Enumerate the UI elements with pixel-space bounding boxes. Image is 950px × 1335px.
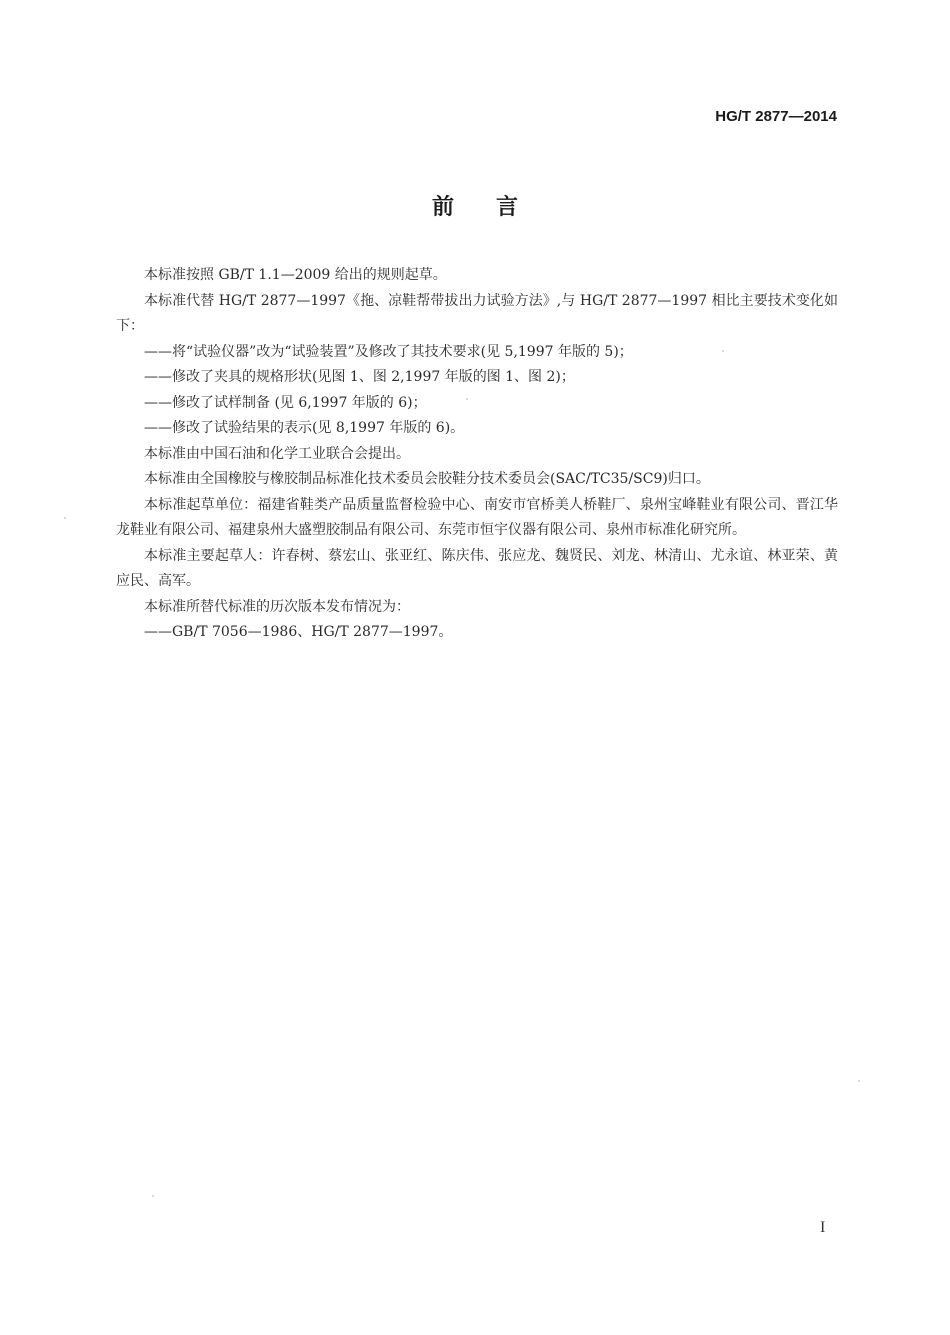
scan-speck xyxy=(152,1195,154,1197)
change-item: ——修改了夹具的规格形状(见图 1、图 2,1997 年版的图 1、图 2)； xyxy=(144,369,575,385)
change-item: ——将“试验仪器”改为“试验装置”及修改了其技术要求(见 5,1997 年版的 5)； xyxy=(144,343,633,360)
paragraph-proposed-by: 本标准由中国石油和化学工业联合会提出。 xyxy=(144,445,410,462)
change-item: ——修改了试验结果的表示(见 8,1997 年版的 6)。 xyxy=(144,420,465,436)
paragraph-drafting-rules: 本标准按照 GB/T 1.1—2009 给出的规则起草。 xyxy=(144,267,447,283)
foreword-body xyxy=(116,263,838,646)
scan-speck xyxy=(722,350,724,352)
paragraph-drafters: 本标准主要起草人：许春树、蔡宏山、张亚红、陈庆伟、张应龙、魏贤民、刘龙、林清山、尤永谊、林亚荣、黄应民、高军。 xyxy=(116,547,838,589)
scan-speck xyxy=(466,398,468,400)
paragraph-administered-by: 本标准由全国橡胶与橡胶制品标准化技术委员会胶鞋分技术委员会(SAC/TC35/SC9)归口。 xyxy=(144,471,710,487)
scan-speck xyxy=(858,1080,860,1082)
change-item: ——修改了试样制备 (见 6,1997 年版的 6)； xyxy=(144,394,427,411)
page-number: I xyxy=(820,1219,826,1236)
page-title: 前言 xyxy=(431,195,560,220)
paragraph-drafting-units: 本标准起草单位：福建省鞋类产品质量监督检验中心、南安市官桥美人桥鞋厂、泉州宝峰鞋业有限公司、晋江华龙鞋业有限公司、福建泉州大盛塑胶制品有限公司、东莞市恒宇仪器有限公司、泉州市标准化研究所。 xyxy=(116,496,838,538)
scan-speck xyxy=(64,517,66,519)
paragraph-replaces-standard: 本标准代替 HG/T 2877—1997《拖、凉鞋帮带拔出力试验方法》,与 HG/T 2877—1997 相比主要技术变化如下： xyxy=(116,292,838,334)
paragraph-previous-editions: 本标准所替代标准的历次版本发布情况为： xyxy=(144,598,410,615)
standard-code: HG/T 2877—2014 xyxy=(715,108,837,125)
previous-edition-item: ——GB/T 7056—1986、HG/T 2877—1997。 xyxy=(144,624,453,640)
